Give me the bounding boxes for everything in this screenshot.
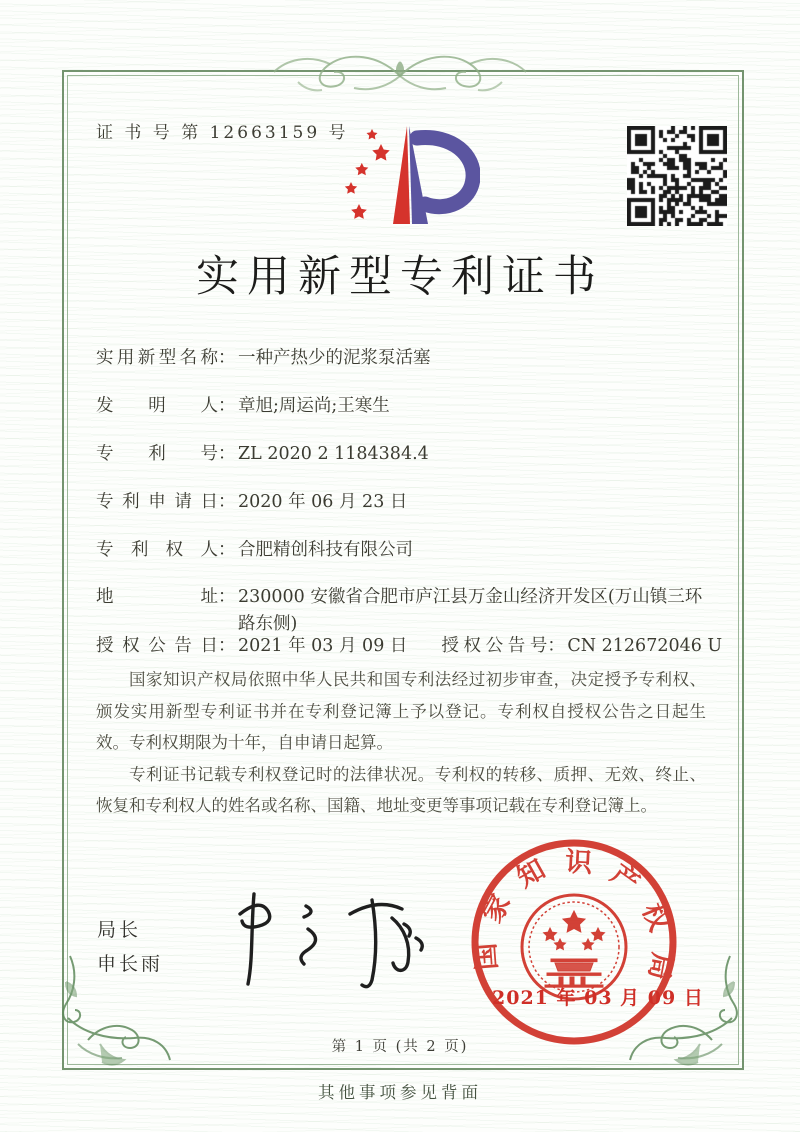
colon: ： (218, 636, 236, 656)
back-note: 其他事项参见背面 (318, 1083, 482, 1102)
field-label: 专利权人 (96, 540, 218, 560)
field-value: 合肥精创科技有限公司 (238, 540, 413, 560)
cnipa-logo-icon (325, 116, 480, 228)
field-row-inventors (96, 393, 390, 420)
field-label: 授权公告日 (96, 636, 218, 656)
page-number: 第 1 页 (共 2 页) (331, 1039, 469, 1055)
field-label: 授权公告号 (441, 636, 548, 656)
field-label: 实用新型名称 (96, 348, 218, 368)
colon: ： (218, 540, 236, 560)
field-row-address (96, 584, 710, 638)
field-value: CN 212672046 U (567, 636, 723, 656)
certificate-number: 证 书 号 第 12663159 号 (96, 123, 349, 143)
legal-paragraph: 专利证书记载专利权登记时的法律状况。专利权的转移、质押、无效、终止、恢复和专利权人的姓名或名称、国籍、地址变更等事项记载在专利登记簿上。 (96, 764, 706, 815)
colon: ： (218, 587, 236, 607)
official-seal-icon (467, 835, 681, 1049)
seal-text: 国家知识产权局 (470, 846, 678, 983)
field-label: 专利申请日 (96, 492, 218, 512)
legal-paragraph: 国家知识产权局依照中华人民共和国专利法经过初步审查，决定授予专利权、颁发实用新型专利证书并在专利登记簿上予以登记。专利权自授权公告之日起生效。专利权期限为十年，自申请日起算。 (96, 670, 706, 752)
colon: ： (218, 492, 236, 512)
field-row-patent-number (96, 441, 429, 468)
colon: ： (218, 348, 236, 368)
field-value: 2020 年 06 月 23 日 (238, 492, 408, 512)
colon: ： (218, 396, 236, 416)
field-label: 专利号 (96, 444, 218, 464)
field-row-name (96, 345, 431, 372)
field-value: 230000 安徽省合肥市庐江县万金山经济开发区(万山镇三环路东侧) (238, 587, 703, 634)
field-label: 发明人 (96, 396, 218, 416)
field-label: 地址 (96, 587, 218, 607)
field-row-patentee (96, 537, 413, 564)
field-value: ZL 2020 2 1184384.4 (238, 444, 429, 464)
qr-code-icon (627, 126, 727, 226)
field-row-filing-date (96, 489, 407, 516)
field-value: 一种产热少的泥浆泵活塞 (238, 348, 431, 368)
colon: ： (218, 444, 236, 464)
certificate-title: 实用新型专利证书 (196, 252, 604, 302)
signer-name: 申长雨 (97, 953, 164, 975)
field-row-grant (96, 633, 722, 660)
signer-title: 局长 (97, 919, 142, 941)
seal-date: 2021 年 03 月 09 日 (492, 987, 704, 1009)
legal-text (96, 664, 706, 822)
field-value: 2021 年 03 月 09 日 (238, 636, 408, 656)
director-signature-icon (210, 876, 440, 994)
field-value: 章旭;周运尚;王寒生 (238, 396, 390, 416)
colon: ： (547, 636, 565, 656)
